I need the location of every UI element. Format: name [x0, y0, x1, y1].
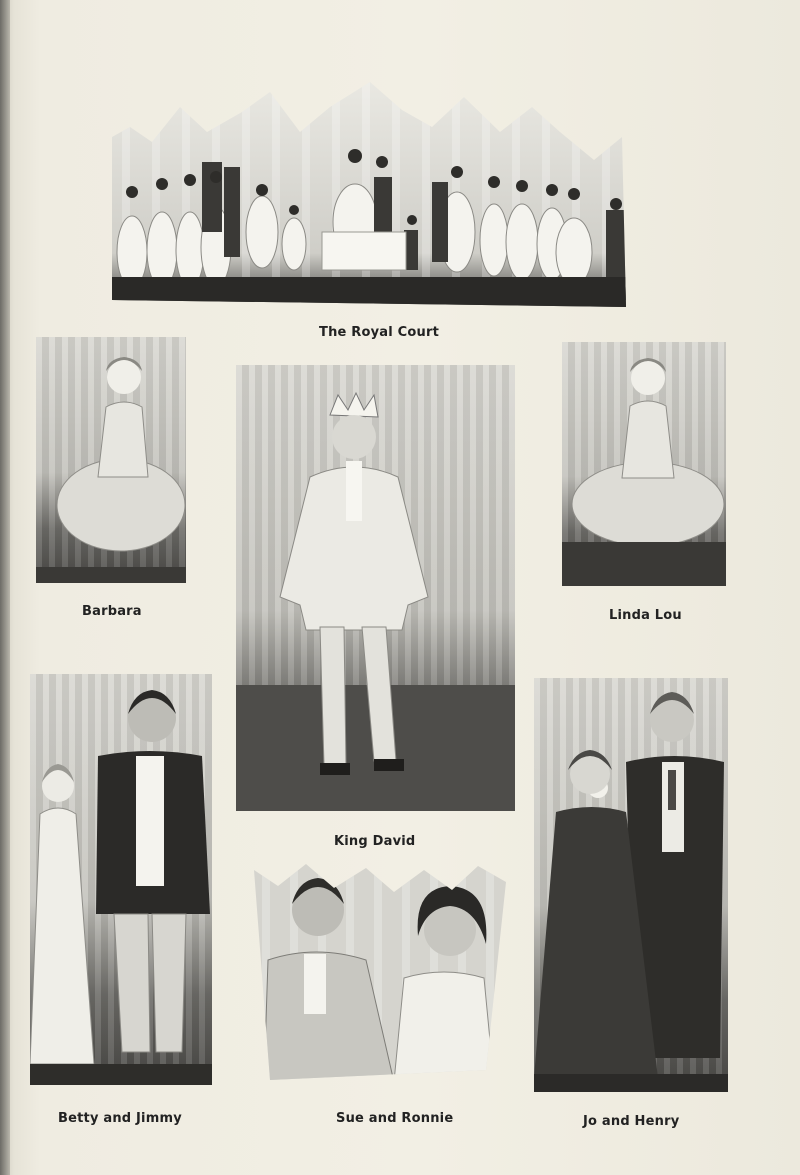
- linda-lou-caption: Linda Lou: [609, 608, 682, 623]
- royal-court-caption: The Royal Court: [319, 325, 439, 340]
- king-david-photo: [236, 365, 515, 811]
- sue-ronnie-photo: [254, 864, 506, 1082]
- page-spine-shadow: [0, 0, 10, 1175]
- betty-jimmy-caption: Betty and Jimmy: [58, 1111, 182, 1126]
- royal-court-photo: [112, 82, 630, 310]
- jo-henry-caption: Jo and Henry: [583, 1114, 680, 1129]
- barbara-photo: [36, 337, 186, 583]
- king-david-caption: King David: [334, 834, 416, 849]
- betty-jimmy-photo: [30, 674, 212, 1085]
- sue-ronnie-caption: Sue and Ronnie: [336, 1111, 454, 1126]
- linda-lou-photo: [562, 342, 726, 586]
- jo-henry-photo: [534, 678, 728, 1092]
- barbara-caption: Barbara: [82, 604, 142, 619]
